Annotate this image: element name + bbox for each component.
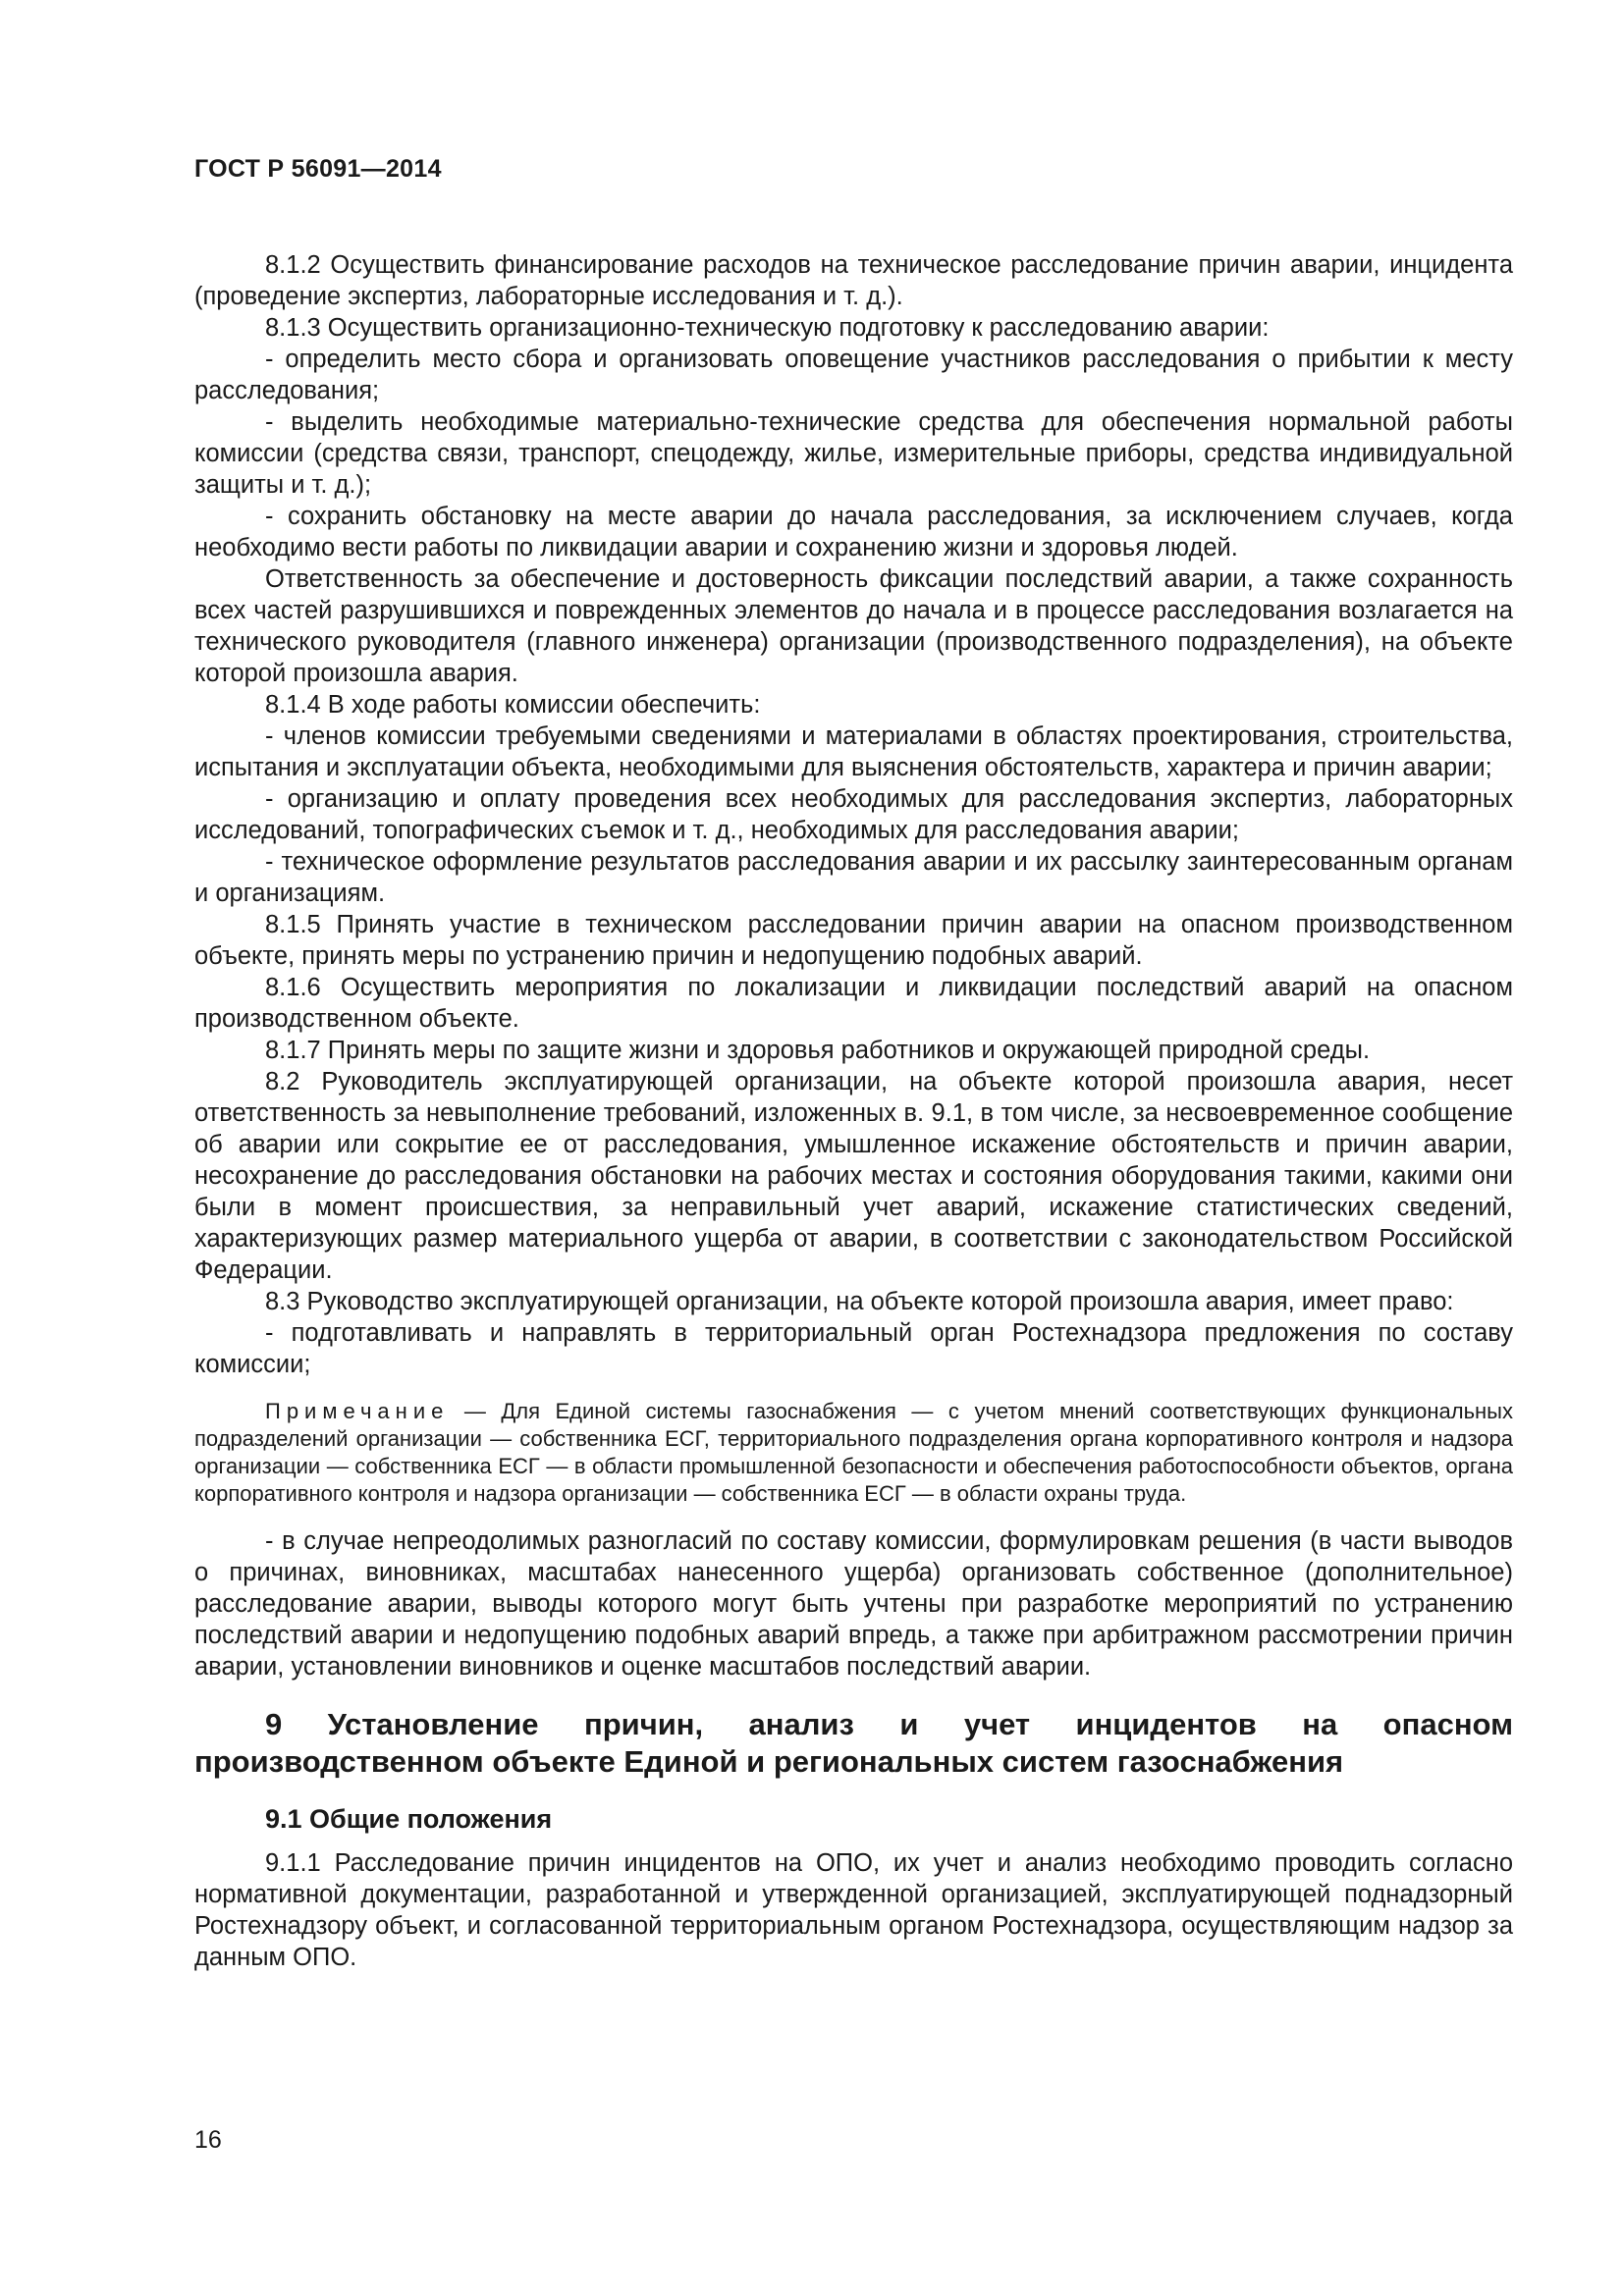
list-item: - организацию и оплату проведения всех необходимых для расследования экспертиз, лабораторных исследований, топографических съемок и т. д., необходимых для расследования аварии;: [194, 785, 1513, 844]
paragraph: Ответственность за обеспечение и достоверность фиксации последствий аварии, а также сохранность всех частей разрушившихся и поврежденных элементов до начала и в процессе расследования возлагается на технического руководителя (главного инженера) организации (производственного подразделения), на объекте которой произошла авария.: [194, 565, 1513, 687]
list-item: - выделить необходимые материально-технические средства для обеспечения нормальной работы комиссии (средства связи, транспорт, спецодежду, жилье, измерительные приборы, средства индивидуальной защиты и т. д.);: [194, 408, 1513, 499]
list-item: - в случае непреодолимых разногласий по составу комиссии, формулировкам решения (в части выводов о причинах, виновниках, масштабах нанесенного ущерба) организовать собственное (дополнительное) расследование аварии, выводы которого могут быть учтены при разработке мероприятий по устранению последствий аварии и недопущению подобных аварий впредь, а также при арбитражном рассмотрении причин аварии, установлении виновников и оценке масштабов последствий аварии.: [194, 1527, 1513, 1681]
note-label: Примечание: [265, 1399, 450, 1423]
paragraph: 8.1.5 Принять участие в техническом расследовании причин аварии на опасном производственном объекте, принять меры по устранению причин и недопущению подобных аварий.: [194, 911, 1513, 970]
paragraph: 8.1.3 Осуществить организационно-техническую подготовку к расследованию аварии:: [265, 314, 1270, 342]
list-item: - техническое оформление результатов расследования аварии и их рассылку заинтересованным органам и организациям.: [194, 848, 1513, 907]
paragraph: 8.1.4 В ходе работы комиссии обеспечить:: [265, 691, 761, 719]
document-body: [194, 249, 1513, 1973]
paragraph: 8.1.6 Осуществить мероприятия по локализации и ликвидации последствий аварий на опасном производственном объекте.: [194, 974, 1513, 1033]
paragraph: 9.1.1 Расследование причин инцидентов на ОПО, их учет и анализ необходимо проводить согласно нормативной документации, разработанной и утвержденной организацией, эксплуатирующей поднадзорный Ростехнадзору объект, и согласованной территориальным органом Ростехнадзора, осуществляющим надзор за данным ОПО.: [194, 1849, 1513, 1971]
list-item: - подготавливать и направлять в территориальный орган Ростехнадзора предложения по составу комиссии;: [194, 1319, 1513, 1378]
paragraph: 8.1.7 Принять меры по защите жизни и здоровья работников и окружающей природной среды.: [265, 1037, 1371, 1064]
section-heading: 9 Установление причин, анализ и учет инцидентов на опасном производственном объекте Единой и региональных систем газоснабжения: [194, 1707, 1513, 1779]
document-header: ГОСТ Р 56091—2014: [194, 155, 442, 183]
list-item: - членов комиссии требуемыми сведениями и материалами в областях проектирования, строительства, испытания и эксплуатации объекта, необходимыми для выяснения обстоятельств, характера и причин аварии;: [194, 722, 1513, 781]
paragraph: 8.1.2 Осуществить финансирование расходов на техническое расследование причин аварии, инцидента (проведение экспертиз, лабораторные исследования и т. д.).: [194, 251, 1513, 310]
note: [194, 1398, 1513, 1508]
paragraph: 8.3 Руководство эксплуатирующей организации, на объекте которой произошла авария, имеет право:: [265, 1288, 1454, 1315]
note-text: — Для Единой системы газоснабжения — с учетом мнений соответствующих функциональных подразделений организации — собственника ЕСГ, территориального подразделения органа корпоративного контроля и надзора организации — собственника ЕСГ — в области промышленной безопасности и обеспечения работоспособности объектов, органа корпоративного контроля и надзора организации — собственника ЕСГ — в области охраны труда.: [194, 1399, 1513, 1506]
list-item: - определить место сбора и организовать оповещение участников расследования о прибытии к месту расследования;: [194, 346, 1513, 404]
subsection-heading: 9.1 Общие положения: [265, 1804, 553, 1834]
paragraph: 8.2 Руководитель эксплуатирующей организации, на объекте которой произошла авария, несет ответственность за невыполнение требований, изложенных в. 9.1, в том числе, за несвоевременное сообщение об аварии или сокрытие ее от расследования, умышленное искажение обстоятельств и причин аварии, несохранение до расследования обстановки на рабочих местах и состояния оборудования такими, какими они были в момент происшествия, за неправильный учет аварий, искажение статистических сведений, характеризующих размер материального ущерба от аварии, в соответствии с законодательством Российской Федерации.: [194, 1068, 1513, 1284]
list-item: - сохранить обстановку на месте аварии до начала расследования, за исключением случаев, когда необходимо вести работы по ликвидации аварии и сохранению жизни и здоровья людей.: [194, 503, 1513, 561]
page-number: 16: [194, 2126, 222, 2154]
